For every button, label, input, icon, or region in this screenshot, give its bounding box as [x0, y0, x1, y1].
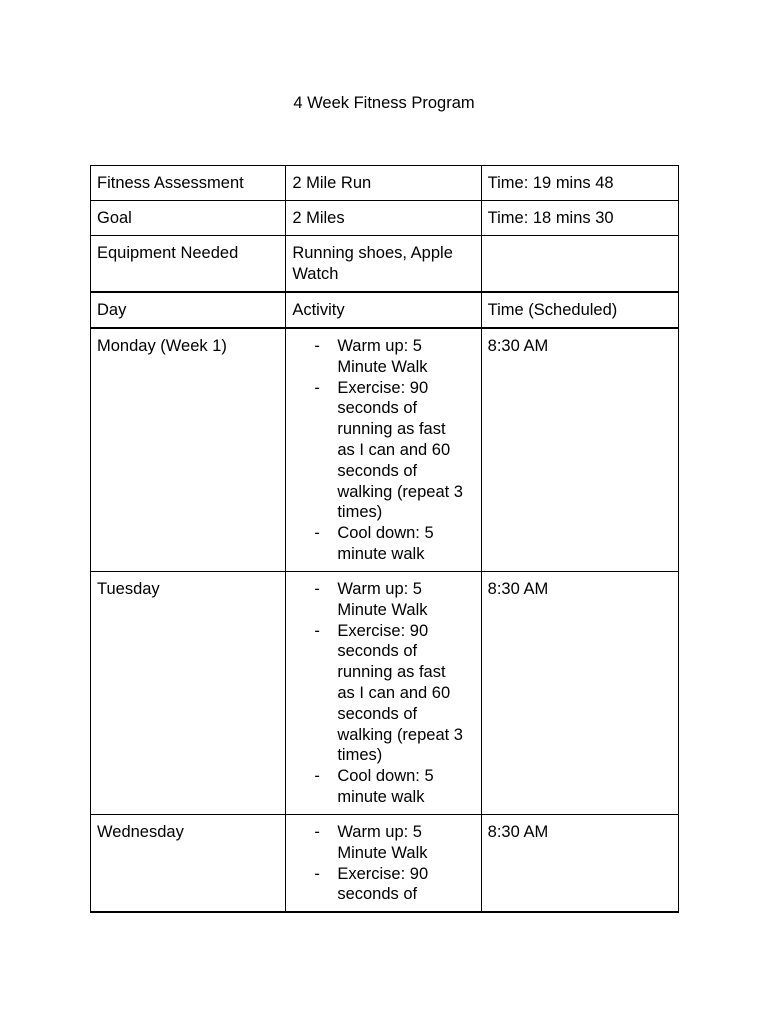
cell-activity — [286, 328, 481, 572]
cell-time: Time: 18 mins 30 — [481, 201, 678, 236]
header-day: Day — [91, 292, 286, 328]
table-row-tuesday — [91, 572, 679, 815]
cell-time: Time: 19 mins 48 — [481, 166, 678, 201]
activity-list — [292, 579, 474, 808]
table-row-fitness-assessment — [91, 166, 679, 201]
list-marker: - — [314, 337, 320, 355]
cell-time: 8:30 AM — [481, 572, 678, 815]
activity-list — [292, 336, 474, 565]
cell-day: Wednesday — [91, 815, 286, 913]
list-item — [314, 378, 474, 524]
cell-value: 2 Miles — [286, 201, 481, 236]
table-row-wednesday — [91, 815, 679, 913]
list-item — [314, 523, 474, 565]
table-row-equipment — [91, 236, 679, 293]
list-item — [314, 766, 474, 808]
activity-text: Exercise: 90 seconds of running as fast as I can and 60 seconds of walking (repeat 3 times) — [337, 378, 463, 522]
list-marker: - — [314, 580, 320, 598]
list-marker: - — [314, 378, 320, 397]
activity-text: Exercise: 90 seconds of — [337, 864, 429, 904]
fitness-program-table — [90, 165, 679, 913]
activity-list — [292, 822, 474, 905]
cell-time: 8:30 AM — [481, 815, 678, 913]
cell-label: Fitness Assessment — [91, 166, 286, 201]
header-activity: Activity — [286, 292, 481, 328]
table-header-row — [91, 292, 679, 328]
activity-text: Warm up: 5 Minute Walk — [337, 337, 428, 376]
activity-text: Warm up: 5 Minute Walk — [337, 823, 428, 862]
cell-activity — [286, 572, 481, 815]
cell-label: Goal — [91, 201, 286, 236]
cell-activity — [286, 815, 481, 913]
list-item — [314, 336, 474, 378]
list-marker: - — [314, 621, 320, 640]
list-marker: - — [314, 767, 320, 786]
cell-time: 8:30 AM — [481, 328, 678, 572]
list-item — [314, 621, 474, 767]
cell-time — [481, 236, 678, 293]
cell-day: Tuesday — [91, 572, 286, 815]
activity-text: Cool down: 5 minute walk — [337, 524, 434, 563]
list-item — [314, 822, 474, 864]
header-time: Time (Scheduled) — [481, 292, 678, 328]
list-marker: - — [314, 823, 320, 841]
document-title: 4 Week Fitness Program — [293, 94, 475, 112]
cell-label: Equipment Needed — [91, 236, 286, 293]
activity-text: Warm up: 5 Minute Walk — [337, 580, 428, 619]
list-marker: - — [314, 524, 320, 543]
list-marker: - — [314, 864, 320, 883]
cell-value: 2 Mile Run — [286, 166, 481, 201]
cell-value: Running shoes, Apple Watch — [286, 236, 481, 293]
table-row-monday — [91, 328, 679, 572]
activity-text: Exercise: 90 seconds of running as fast as I can and 60 seconds of walking (repeat 3 times) — [337, 621, 463, 765]
cell-day: Monday (Week 1) — [91, 328, 286, 572]
table-row-goal — [91, 201, 679, 236]
activity-text: Cool down: 5 minute walk — [337, 767, 434, 806]
list-item — [314, 579, 474, 621]
list-item — [314, 864, 474, 906]
